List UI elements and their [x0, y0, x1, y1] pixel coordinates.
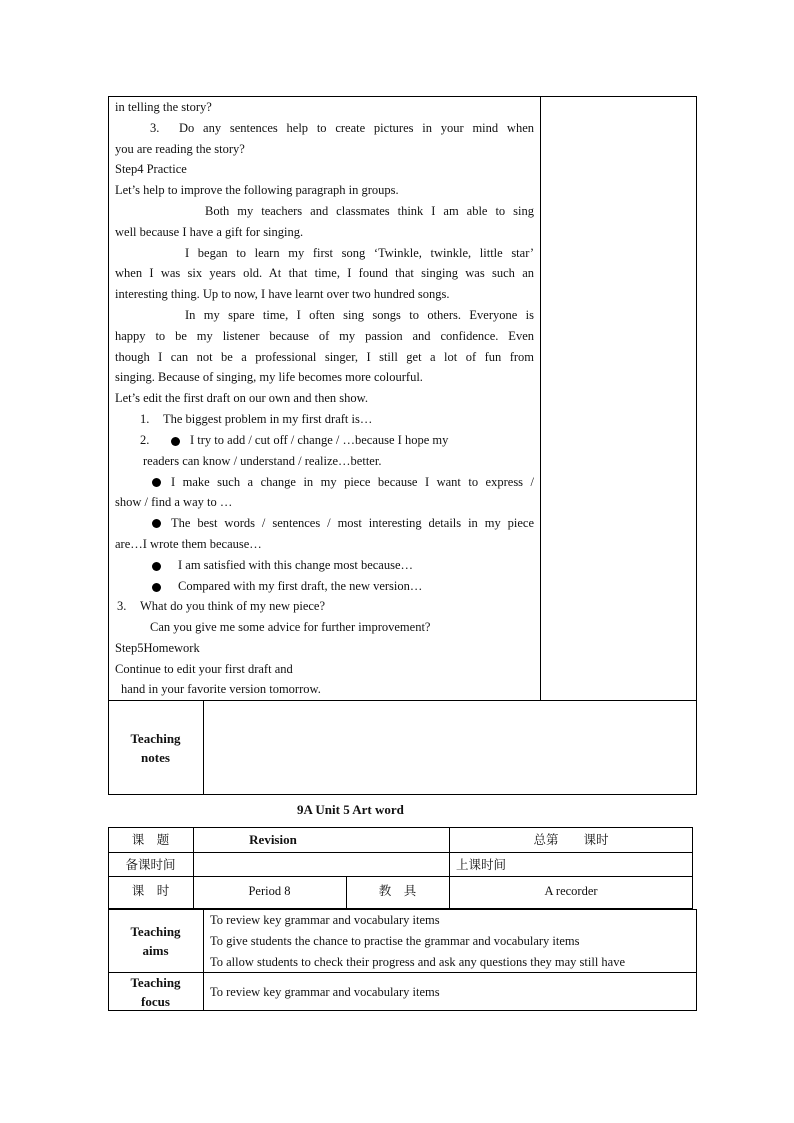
bullet-line-cont: readers can know / understand / realize…better. [143, 454, 382, 468]
question-text: Do any sentences help to create pictures in your mind when [179, 121, 534, 135]
aim-item: To give students the chance to practise the grammar and vocabulary items [210, 934, 580, 948]
item-text: The biggest problem in my first draft is… [163, 412, 373, 426]
lesson-table-row-divider [108, 700, 697, 701]
paragraph-1-line: Both my teachers and classmates think I am able to sing [205, 204, 534, 218]
paragraph-2-line: when I was six years old. At that time, I found that singing was such an [115, 266, 534, 280]
item-number: 3. [117, 599, 127, 613]
aims-table-col-divider [203, 909, 204, 1011]
bullet-icon [171, 437, 180, 446]
bullet-icon [152, 519, 161, 528]
step4-heading: Step4 Practice [115, 162, 187, 176]
teaching-notes-label: Teaching notes [130, 731, 181, 765]
focus-item: To review key grammar and vocabulary items [210, 985, 440, 999]
item-number: 1. [140, 412, 150, 426]
teaching-aids-label: 教 具 [378, 883, 417, 898]
item-text-cont: Can you give me some advice for further improvement? [150, 620, 431, 634]
bullet-line: Compared with my first draft, the new version… [152, 578, 422, 594]
bullet-line: I make such a change in my piece because I want to express / [152, 474, 534, 490]
topic-label: 课 题 [131, 832, 170, 847]
bullet-line: I try to add / cut off / change / …because I hope my [171, 432, 448, 448]
paragraph-3-line: happy to be my listener because of my passion and confidence. Even [115, 329, 534, 343]
teaching-aids-value: A recorder [544, 884, 598, 898]
paragraph-1-line: well because I have a gift for singing. [115, 225, 304, 239]
aim-item: To allow students to check their progress and ask any questions they may still have [210, 955, 626, 969]
question-text-cont: you are reading the story? [115, 142, 245, 156]
paragraph-3-line: singing. Because of singing, my life becomes more colourful. [115, 370, 423, 384]
bullet-line: I am satisfied with this change most because… [152, 557, 413, 573]
period-value: Period 8 [248, 884, 291, 898]
class-time-label: 上课时间 [456, 857, 507, 872]
info-table-row-divider [108, 852, 693, 853]
bullet-line-cont: show / find a way to … [115, 495, 233, 509]
step4-instruction: Let’s help to improve the following paragraph in groups. [115, 183, 399, 197]
paragraph-2-line: interesting thing. Up to now, I have learnt over two hundred songs. [115, 287, 450, 301]
bullet-icon [152, 583, 161, 592]
lesson-table-column-divider [540, 96, 541, 700]
period-label: 课 时 [131, 883, 170, 898]
notes-column-divider [203, 700, 204, 795]
item-number: 2. [140, 433, 150, 447]
teaching-aims-label: Teaching aims [130, 924, 181, 958]
homework-line: Continue to edit your first draft and [115, 662, 293, 676]
item-text: What do you think of my new piece? [140, 599, 326, 613]
step5-heading: Step5Homework [115, 641, 200, 655]
prep-time-label: 备课时间 [125, 857, 176, 872]
edit-instruction: Let’s edit the first draft on our own and then show. [115, 391, 368, 405]
aim-item: To review key grammar and vocabulary items [210, 913, 440, 927]
paragraph-3-line: though I can not be a professional singer, I still get a lot of fun from [115, 350, 534, 364]
teaching-focus-label: Teaching focus [130, 975, 181, 1009]
bullet-line-cont: are…I wrote them because… [115, 537, 262, 551]
bullet-icon [152, 478, 161, 487]
info-table-row-divider [108, 876, 693, 877]
paragraph-2-line: I began to learn my first song ‘Twinkle, twinkle, little star’ [185, 246, 534, 260]
bullet-icon [152, 562, 161, 571]
bullet-line: The best words / sentences / most interesting details in my piece [152, 515, 534, 531]
homework-line: hand in your favorite version tomorrow. [121, 682, 321, 696]
question-number: 3. [150, 121, 160, 135]
paragraph-3-line: In my spare time, I often sing songs to others. Everyone is [185, 308, 534, 322]
total-lesson-label: 总第 课时 [533, 832, 609, 847]
lesson-title: Revision [249, 832, 297, 847]
text-line: in telling the story? [115, 100, 212, 114]
section-title: 9A Unit 5 Art word [297, 802, 404, 817]
